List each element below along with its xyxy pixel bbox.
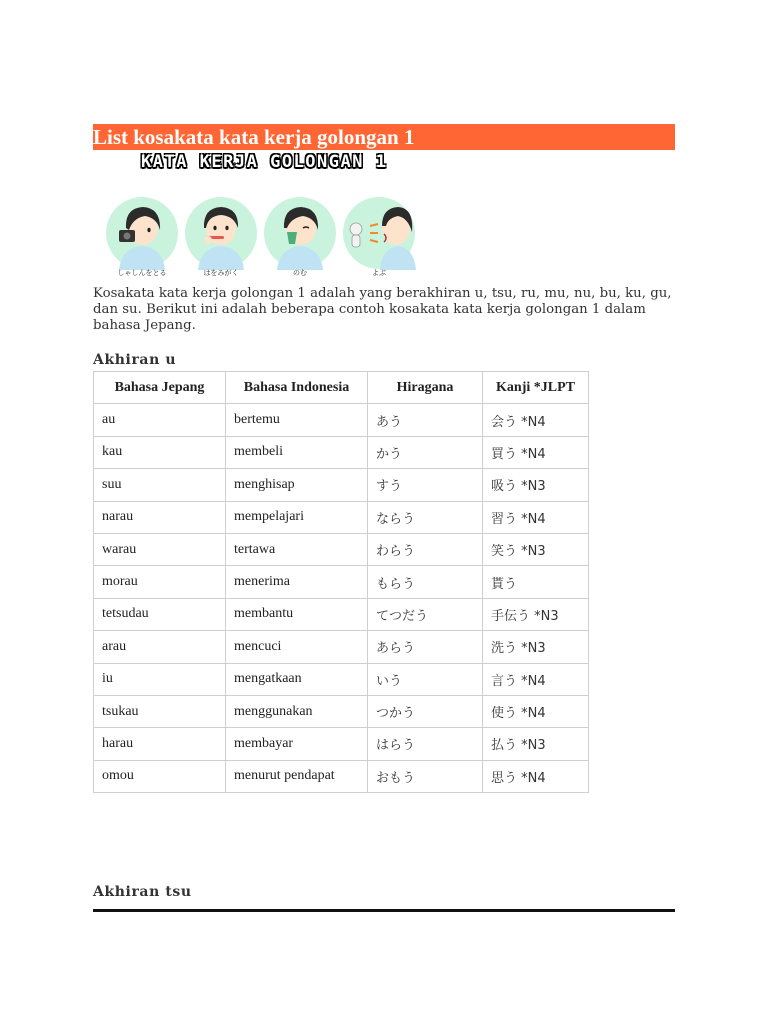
table-cell: 習う *N4 (483, 501, 589, 533)
table-cell: tetsudau (94, 598, 226, 630)
table-row (94, 695, 589, 727)
column-header: Bahasa Jepang (94, 372, 226, 404)
table-cell: 洗う *N3 (483, 631, 589, 663)
table-cell: menurut pendapat (226, 760, 368, 792)
table-cell: はらう (368, 728, 483, 760)
table-cell: iu (94, 663, 226, 695)
divider (93, 909, 675, 912)
table-cell: 思う *N4 (483, 760, 589, 792)
table-cell: membayar (226, 728, 368, 760)
table-row (94, 469, 589, 501)
table-row (94, 533, 589, 565)
table-cell: 払う *N3 (483, 728, 589, 760)
table-cell: bertemu (226, 404, 368, 436)
camera-person-icon (105, 196, 179, 270)
table-cell: omou (94, 760, 226, 792)
table-cell: mencuci (226, 631, 368, 663)
table-cell: 吸う *N3 (483, 469, 589, 501)
table-cell: 貰う (483, 566, 589, 598)
table-cell: mempelajari (226, 501, 368, 533)
table-cell: menghisap (226, 469, 368, 501)
table-cell: おもう (368, 760, 483, 792)
table-cell: ならう (368, 501, 483, 533)
table-cell: mengatkaan (226, 663, 368, 695)
table-cell: harau (94, 728, 226, 760)
caption-1: しゃしんをとる (117, 269, 167, 277)
table-row (94, 566, 589, 598)
table-row (94, 404, 589, 436)
table-cell: membeli (226, 436, 368, 468)
table-cell: 使う *N4 (483, 695, 589, 727)
table-row (94, 631, 589, 663)
table-cell: 言う *N4 (483, 663, 589, 695)
table-cell: membantu (226, 598, 368, 630)
table-row (94, 501, 589, 533)
column-header: Hiragana (368, 372, 483, 404)
table-cell: warau (94, 533, 226, 565)
table-cell: かう (368, 436, 483, 468)
table-row (94, 663, 589, 695)
table-cell: menggunakan (226, 695, 368, 727)
calling-person-icon (342, 196, 416, 270)
table-cell: kau (94, 436, 226, 468)
caption-2: はをみがく (203, 269, 239, 277)
intro-paragraph: Kosakata kata kerja golongan 1 adalah yang berakhiran u, tsu, ru, mu, nu, bu, ku, gu, dan su. Berikut ini adalah beberapa contoh kosakata kata kerja golongan 1 dalam bahasa Jepang. (93, 286, 672, 333)
section-heading-tsu: Akhiran tsu (93, 884, 192, 900)
table-row (94, 436, 589, 468)
table-header-row (94, 372, 589, 404)
table-cell: あらう (368, 631, 483, 663)
toothbrush-person-icon (184, 196, 258, 270)
table-cell: 会う *N4 (483, 404, 589, 436)
table-cell: morau (94, 566, 226, 598)
table-row (94, 598, 589, 630)
section-heading-u: Akhiran u (93, 352, 177, 368)
table-cell: menerima (226, 566, 368, 598)
caption-3: のむ (293, 269, 307, 277)
table-cell: 手伝う *N3 (483, 598, 589, 630)
table-cell: 買う *N4 (483, 436, 589, 468)
column-header: Kanji *JLPT (483, 372, 589, 404)
table-cell: つかう (368, 695, 483, 727)
table-cell: tsukau (94, 695, 226, 727)
verb-illustration (105, 152, 435, 282)
table-cell: すう (368, 469, 483, 501)
drinking-person-icon (263, 196, 337, 270)
table-cell: narau (94, 501, 226, 533)
table-cell: arau (94, 631, 226, 663)
table-cell: au (94, 404, 226, 436)
table-cell: suu (94, 469, 226, 501)
table-cell: 笑う *N3 (483, 533, 589, 565)
table-cell: てつだう (368, 598, 483, 630)
table-cell: わらう (368, 533, 483, 565)
caption-4: よぶ (372, 269, 386, 277)
table-cell: もらう (368, 566, 483, 598)
table-row (94, 760, 589, 792)
page-title: List kosakata kata kerja golongan 1 (93, 124, 675, 150)
column-header: Bahasa Indonesia (226, 372, 368, 404)
table-cell: いう (368, 663, 483, 695)
table-cell: tertawa (226, 533, 368, 565)
vocabulary-table-u (93, 371, 589, 793)
illustration-banner: KATA KERJA GOLONGAN 1 (141, 152, 388, 172)
table-cell: あう (368, 404, 483, 436)
table-row (94, 728, 589, 760)
